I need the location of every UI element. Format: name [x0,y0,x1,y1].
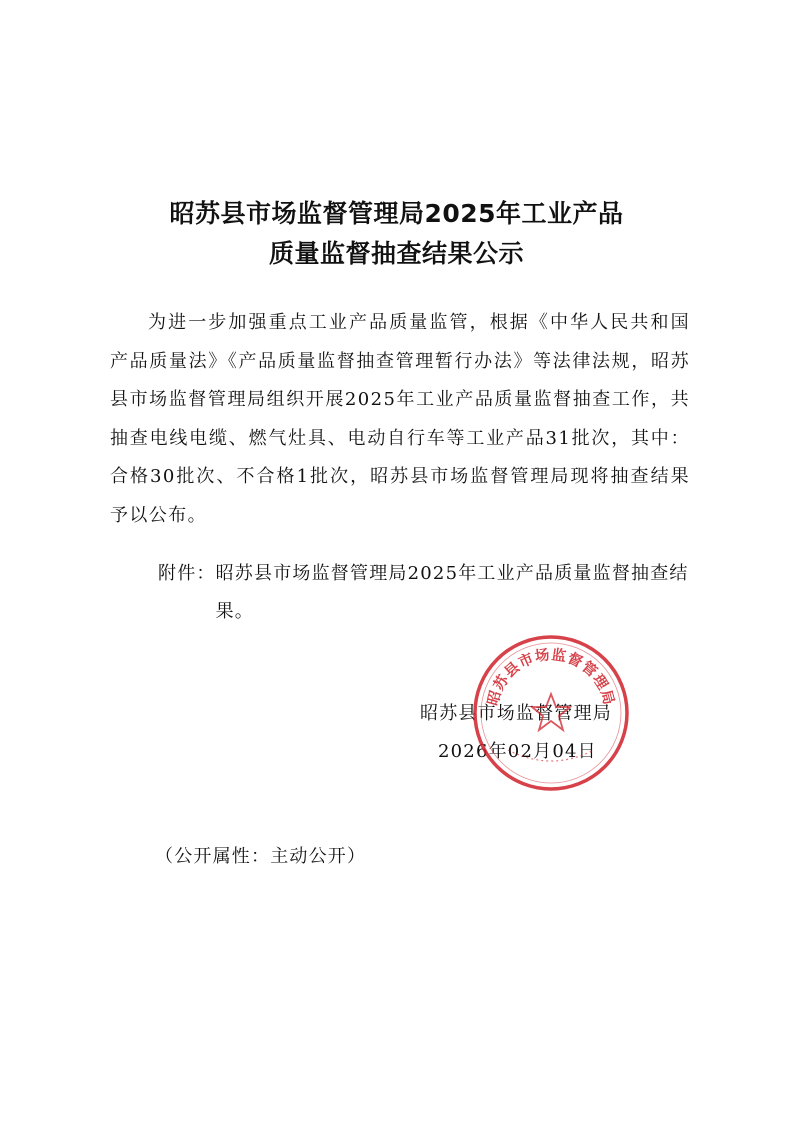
attachment-block [110,555,690,631]
signature-organization: 昭苏县市场监督管理局 [420,703,612,724]
signature-date: 2026年02月04日 [438,741,597,762]
body-paragraph: 为进一步加强重点工业产品质量监管，根据《中华人民共和国产品质量法》《产品质量监督抽查管理暂行办法》等法律法规，昭苏县市场监督管理局组织开展2025年工业产品质量监督抽查工作，共抽查电线电缆、燃气灶具、电动自行车等工业产品31批次，其中：合格30批次、不合格1批次，昭苏县市场监督管理局现将抽查结果予以公布。 [110,312,690,526]
document-title-line-2: 质量监督抽查结果公示 [268,239,524,268]
document-title-line-1: 昭苏县市场监督管理局2025年工业产品 [169,199,624,228]
svg-text:昭苏县市场监督管理局: 昭苏县市场监督管理局 [485,647,617,708]
signature-block [420,695,612,771]
attachment-text: 昭苏县市场监督管理局2025年工业产品质量监督抽查结果。 [215,563,689,622]
disclosure-attribute: （公开属性：主动公开） [155,846,367,867]
attachment-label: 附件： [158,563,216,584]
